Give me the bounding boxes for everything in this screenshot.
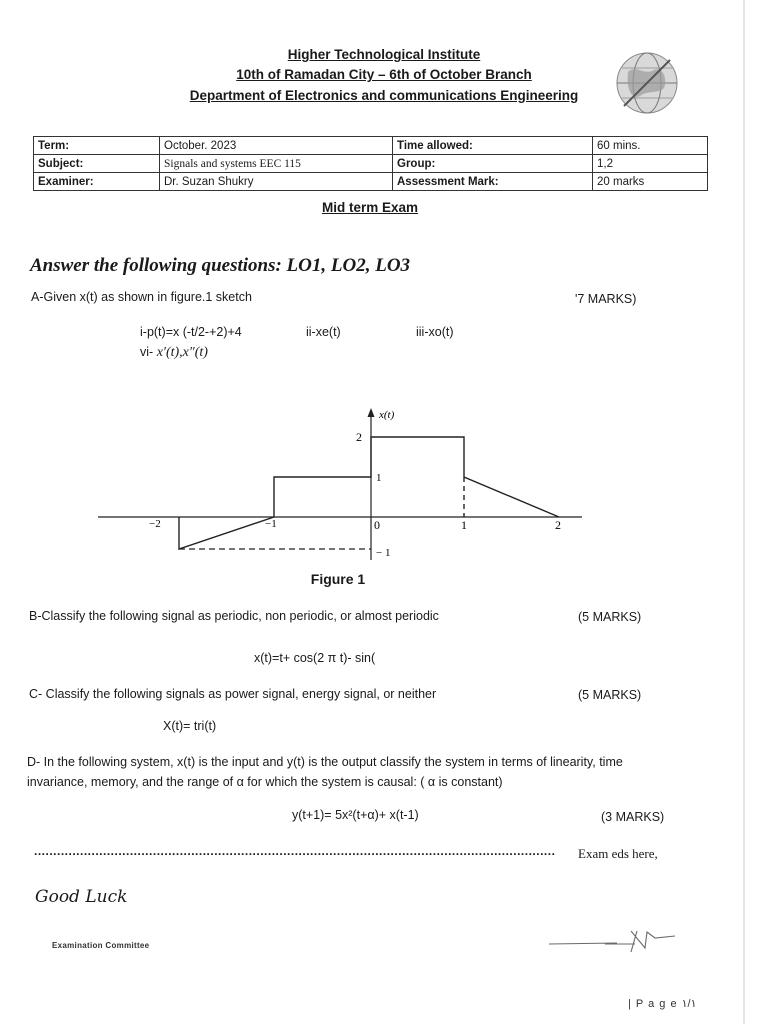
subject-value: Signals and systems EEC 115 [160, 155, 393, 173]
exam-info-table [33, 136, 708, 191]
examiner-value: Dr. Suzan Shukry [160, 173, 393, 191]
question-a-part-vi-math: x′(t),x″(t) [156, 345, 208, 360]
question-a-part-iii: iii-xo(t) [416, 325, 454, 339]
question-b-marks: (5 MARKS) [578, 610, 642, 624]
exam-ends-note: Exam eds here, [578, 846, 658, 861]
question-d-line1: D- In the following system, x(t) is the input and y(t) is the output classify the system in terms of linearity, time [27, 755, 623, 769]
page-edge [743, 0, 745, 1024]
term-label: Term: [34, 137, 160, 155]
question-a-part-vi [140, 345, 208, 361]
assessment-mark-label: Assessment Mark: [393, 173, 593, 191]
question-c-marks: (5 MARKS) [578, 688, 642, 702]
signal-curve [179, 437, 559, 549]
question-c-text: C- Classify the following signals as power signal, energy signal, or neither [29, 687, 437, 701]
page-number: | P a g e ١/١ [628, 998, 697, 1010]
question-a-part-i: i-p(t)=x (-t/2-+2)+4 [140, 325, 242, 339]
dotted-separator: ........................................................................................................................................ [34, 844, 556, 858]
x-axis-arrow-icon [368, 408, 375, 417]
question-a-part-vi-prefix: vi- [140, 345, 154, 359]
examination-committee-label: Examination Committee [52, 941, 150, 950]
instruction-heading: Answer the following questions: LO1, LO2, LO3 [30, 255, 411, 276]
group-value: 1,2 [593, 155, 708, 173]
question-d-line2: invariance, memory, and the range of α for which the system is causal: ( α is constant) [27, 775, 503, 789]
time-allowed-value: 60 mins. [593, 137, 708, 155]
group-label: Group: [393, 155, 593, 173]
term-value: October. 2023 [160, 137, 393, 155]
question-d-marks: (3 MARKS) [601, 810, 665, 824]
institute-logo-icon [614, 50, 680, 116]
tick-label-t-minus1: −1 [265, 518, 277, 530]
signature-icon [545, 924, 680, 954]
question-a-marks: '7 MARKS) [575, 292, 637, 306]
tick-label-t-minus2: −2 [149, 518, 161, 530]
time-allowed-label: Time allowed: [393, 137, 593, 155]
assessment-mark-value: 20 marks [593, 173, 708, 191]
figure-caption: Figure 1 [310, 571, 366, 587]
institute-name: Higher Technological Institute [287, 47, 481, 62]
subject-label: Subject: [34, 155, 160, 173]
question-b-equation: x(t)=t+ cos(2 π t)- sin( [254, 651, 376, 665]
question-b-text: B-Classify the following signal as periodic, non periodic, or almost periodic [29, 609, 439, 623]
branch-name: 10th of Ramadan City – 6th of October Branch [236, 67, 532, 82]
question-c-equation: X(t)= tri(t) [163, 719, 217, 733]
question-a-text: A-Given x(t) as shown in figure.1 sketch [31, 290, 252, 304]
tick-label-minus1: − 1 [376, 547, 391, 559]
signal-figure [90, 400, 590, 570]
tick-label-2: 2 [356, 430, 362, 444]
department-name: Department of Electronics and communications Engineering [189, 88, 579, 103]
question-d-equation: y(t+1)= 5x²(t+α)+ x(t-1) [292, 808, 419, 822]
tick-label-1: 1 [376, 472, 382, 484]
exam-title: Mid term Exam [321, 200, 419, 215]
examiner-label: Examiner: [34, 173, 160, 191]
good-luck-text: Good Luck [35, 887, 128, 907]
tick-label-t-2: 2 [555, 518, 561, 532]
question-a-part-ii: ii-xe(t) [306, 325, 341, 339]
y-axis-label: x(t) [379, 409, 395, 421]
tick-label-t-1: 1 [461, 518, 467, 532]
tick-label-t-0: 0 [374, 518, 380, 532]
